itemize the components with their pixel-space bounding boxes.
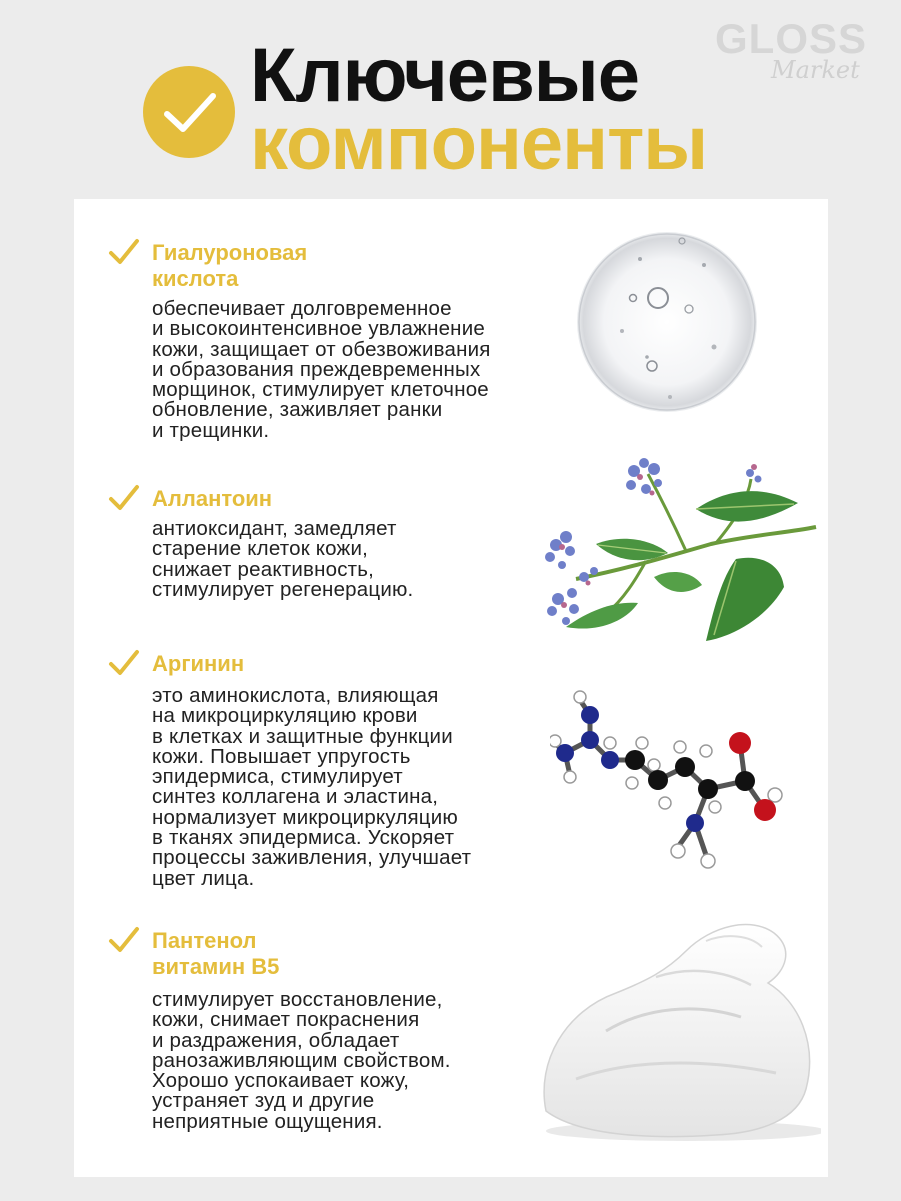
ingredient-title <box>152 486 272 512</box>
ingredient-title <box>152 651 244 677</box>
title-check-badge <box>143 66 235 158</box>
checkmark-icon <box>108 483 140 513</box>
ingredient-title-line1: Гиалуроновая <box>152 240 308 265</box>
ingredient-description: это аминокислота, влияющая на микроциркуляцию крови в клетках и защитные функции кожи. Повышает упругость эпидермиса, стимулирует синтез коллагена и эластина, нормализует микроциркуляцию в тканях эпидермиса. Ускоряет процессы заживления, улучшает цвет лица. <box>152 684 472 890</box>
logo-brand-text: GLOSS <box>715 15 868 62</box>
checkmark-icon <box>143 66 235 158</box>
ingredient-description: стимулирует восстановление, кожи, снимает покраснения и раздражения, обладает ранозаживляющим свойством. Хорошо успокаивает кожу, устраняет зуд и другие неприятные ощущения. <box>152 988 451 1133</box>
molecule-icon <box>550 685 815 875</box>
ingredient-title-line2: кислота <box>152 266 239 291</box>
logo-sub-text: Market <box>771 56 860 84</box>
page-title-line2: компоненты <box>250 101 708 186</box>
ingredient-description: обеспечивает долговременное и высокоинтенсивное увлажнение кожи, защищает от обезвоживания и образования преждевременных морщинок, стимулирует клеточное обновление, заживляет ранки и трещинки. <box>152 297 491 442</box>
ingredient-title <box>152 240 307 292</box>
checkmark-icon <box>108 648 140 678</box>
comfrey-plant-icon <box>536 449 821 649</box>
page-title-line1: Ключевые <box>250 33 639 118</box>
ingredient-title-line1: Аргинин <box>152 651 245 676</box>
ingredient-title-line1: Пантенол <box>152 928 257 953</box>
ingredient-title-line2: витамин B5 <box>152 954 280 979</box>
ingredient-description: антиоксидант, замедляет старение клеток кожи, снижает реактивность, стимулирует регенерацию. <box>152 517 414 601</box>
ingredient-title-line1: Аллантоин <box>152 486 273 511</box>
ingredients-panel <box>74 199 828 1177</box>
ingredient-title <box>152 928 279 980</box>
cream-swirl-icon <box>536 911 821 1143</box>
checkmark-icon <box>108 925 140 955</box>
brand-logo <box>715 15 885 98</box>
checkmark-icon <box>108 237 140 267</box>
gel-drop-icon <box>572 227 762 417</box>
